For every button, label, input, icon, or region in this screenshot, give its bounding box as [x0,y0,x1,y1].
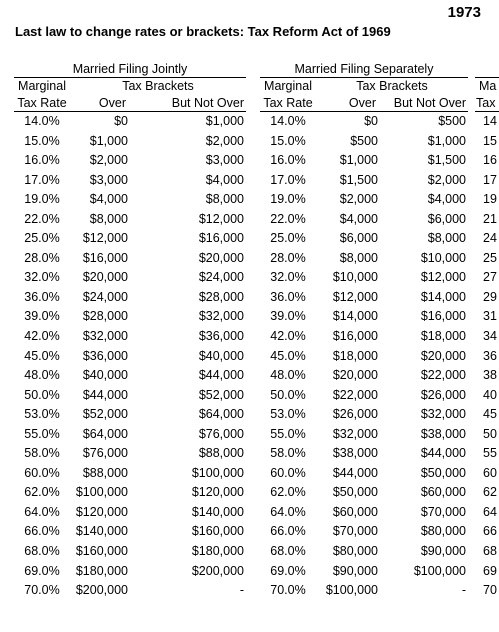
cell-but-not-over: $24,000 [198,270,244,285]
cell-rate: 32.0% [24,270,60,285]
cell-but-not-over: $180,000 [191,544,244,559]
table-row [260,444,468,464]
cell-but-not-over: $40,000 [198,348,244,363]
cell-rate: 48.0% [24,368,60,383]
cell-over: $52,000 [82,407,128,422]
cell-rate: 45.0% [270,348,306,363]
cell-over: $1,500 [339,172,378,187]
table-row [260,171,468,191]
cell-but-not-over: $120,000 [191,485,244,500]
cell-but-not-over: $52,000 [198,387,244,402]
table-row [475,190,499,210]
cell-rate: 64.0% [24,504,60,519]
cell-over: $500 [350,133,378,148]
table-row [260,210,468,230]
table-row [260,132,468,152]
cell-but-not-over: $1,000 [205,114,244,128]
cell-rate: 15.0% [24,133,60,148]
cell-rate: 14 [483,114,497,128]
cell-rate: 22.0% [24,211,60,226]
cell-but-not-over: $140,000 [191,504,244,519]
rows [475,112,499,601]
table-row [14,425,246,445]
cell-but-not-over: $28,000 [198,289,244,304]
cell-over: $38,000 [332,446,378,461]
cell-rate: 19 [483,192,497,207]
cell-but-not-over: $16,000 [420,309,466,324]
cell-but-not-over: $26,000 [420,387,466,402]
table-row [260,288,468,308]
cell-but-not-over: $1,000 [427,133,466,148]
header-tax-brackets: Tax Brackets [122,79,194,93]
table-row [260,268,468,288]
cell-rate: 16.0% [24,153,60,168]
cell-but-not-over: $160,000 [191,524,244,539]
header-marginal: Marginal [264,79,312,93]
header-but-not-over: But Not Over [393,96,466,110]
cell-rate: 68 [483,544,497,559]
cell-rate: 45 [483,407,497,422]
cell-rate: 42.0% [24,329,60,344]
cell-rate: 16.0% [270,153,306,168]
cell-rate: 66.0% [24,524,60,539]
table-row [475,268,499,288]
cell-rate: 50.0% [24,387,60,402]
cell-but-not-over: $14,000 [420,289,466,304]
cell-rate: 25.0% [270,231,306,246]
cell-rate: 25 [483,250,497,265]
table-row [260,405,468,425]
table-row [14,386,246,406]
cell-rate: 24 [483,231,497,246]
table-row [475,210,499,230]
cell-rate: 25.0% [24,231,60,246]
table-row [475,288,499,308]
cell-over: $6,000 [339,231,378,246]
cell-but-not-over: $76,000 [198,426,244,441]
cell-but-not-over: $44,000 [198,368,244,383]
table-row [260,327,468,347]
cell-over: $160,000 [75,544,128,559]
cell-but-not-over: $22,000 [420,368,466,383]
cell-over: $16,000 [82,250,128,265]
cell-but-not-over: $16,000 [198,231,244,246]
cell-over: $180,000 [75,563,128,578]
cell-but-not-over: $38,000 [420,426,466,441]
table-row [475,503,499,523]
cell-over: $8,000 [339,250,378,265]
cell-but-not-over: $12,000 [420,270,466,285]
cell-over: $4,000 [339,211,378,226]
cell-but-not-over: $2,000 [427,172,466,187]
cell-over: $4,000 [89,192,128,207]
table-row [14,444,246,464]
table-row [475,151,499,171]
cell-rate: 15.0% [270,133,306,148]
table-row [14,229,246,249]
cell-rate: 15 [483,133,497,148]
table-row [475,327,499,347]
table-row [14,190,246,210]
table-row [14,268,246,288]
table-row [14,522,246,542]
cell-over: $200,000 [75,583,128,598]
header-tax-rate: Tax Rate [17,96,67,110]
table-row [14,327,246,347]
cell-but-not-over: $100,000 [191,465,244,480]
table-row [260,249,468,269]
header-over: Over [348,96,376,110]
cell-but-not-over: $70,000 [420,504,466,519]
table-row [14,562,246,582]
cell-over: $20,000 [82,270,128,285]
cell-over: $32,000 [82,329,128,344]
table-row [260,522,468,542]
table-row [260,112,468,132]
cell-rate: 64 [483,504,497,519]
table-row [14,288,246,308]
cell-over: $36,000 [82,348,128,363]
cell-but-not-over: $20,000 [420,348,466,363]
cell-rate: 17.0% [24,172,60,187]
table-row [260,366,468,386]
cell-over: $32,000 [332,426,378,441]
cell-over: $12,000 [82,231,128,246]
cell-over: $12,000 [332,289,378,304]
cell-over: $64,000 [82,426,128,441]
table-row [260,425,468,445]
cell-but-not-over: $6,000 [427,211,466,226]
cell-rate: 53.0% [24,407,60,422]
table-row [14,151,246,171]
cell-rate: 38 [483,368,497,383]
cell-rate: 17 [483,172,497,187]
cell-rate: 68.0% [270,544,306,559]
cell-rate: 50 [483,426,497,441]
cell-rate: 55.0% [270,426,306,441]
cell-rate: 42.0% [270,329,306,344]
cell-rate: 21 [483,211,497,226]
table-row [260,581,468,601]
cell-over: $100,000 [75,485,128,500]
header-over: Over [98,96,126,110]
cell-but-not-over: $4,000 [205,172,244,187]
cell-rate: 27 [483,270,497,285]
cell-rate: 55.0% [24,426,60,441]
cell-over: $2,000 [339,192,378,207]
cell-over: $40,000 [82,368,128,383]
cell-rate: 36 [483,348,497,363]
cell-rate: 14.0% [270,114,306,128]
cell-over: $1,000 [89,133,128,148]
cell-over: $44,000 [82,387,128,402]
cell-but-not-over: $90,000 [420,544,466,559]
table-row [475,562,499,582]
cell-rate: 62.0% [24,485,60,500]
cell-rate: 70.0% [270,583,306,598]
table-row [14,307,246,327]
cell-rate: 55 [483,446,497,461]
table-row [475,522,499,542]
cell-rate: 53.0% [270,407,306,422]
cell-rate: 31 [483,309,497,324]
cell-rate: 50.0% [270,387,306,402]
header-but-not-over: But Not Over [171,96,244,110]
cell-over: $10,000 [332,270,378,285]
cell-rate: 70.0% [24,583,60,598]
cell-rate: 69.0% [270,563,306,578]
cell-but-not-over: $8,000 [427,231,466,246]
table-row [475,581,499,601]
cell-rate: 48.0% [270,368,306,383]
cell-rate: 62.0% [270,485,306,500]
cell-over: $3,000 [89,172,128,187]
cell-over: $0 [114,114,128,128]
cell-but-not-over: - [239,583,244,598]
table-row [475,171,499,191]
table-row [260,542,468,562]
table-row [475,425,499,445]
table-row [475,366,499,386]
table-row [14,171,246,191]
table-row [475,483,499,503]
cell-over: $24,000 [82,289,128,304]
table-row [14,542,246,562]
clipped-header-tax-rate: Tax [476,96,496,110]
table-row [475,464,499,484]
cell-rate: 58.0% [24,446,60,461]
table-row [14,210,246,230]
cell-but-not-over: $18,000 [420,329,466,344]
cell-but-not-over: $32,000 [198,309,244,324]
cell-rate: 22.0% [270,211,306,226]
cell-rate: 66.0% [270,524,306,539]
cell-but-not-over: $500 [438,114,466,128]
cell-rate: 28.0% [270,250,306,265]
cell-rate: 16 [483,153,497,168]
cell-rate: 62 [483,485,497,500]
table-row [14,366,246,386]
table-row [14,483,246,503]
table-row [260,347,468,367]
cell-over: $26,000 [332,407,378,422]
cell-rate: 69 [483,563,497,578]
cell-over: $90,000 [332,563,378,578]
cell-rate: 64.0% [270,504,306,519]
rows [14,112,246,601]
table-row [14,112,246,132]
cell-but-not-over: $10,000 [420,250,466,265]
table-row [14,249,246,269]
cell-rate: 28.0% [24,250,60,265]
cell-but-not-over: $20,000 [198,250,244,265]
cell-over: $80,000 [332,544,378,559]
cell-over: $76,000 [82,446,128,461]
table-row [260,464,468,484]
table-row [260,229,468,249]
header-tax-rate: Tax Rate [263,96,313,110]
table-row [14,581,246,601]
table-row [260,483,468,503]
group-married-filing-separately [260,62,468,601]
cell-rate: 60 [483,465,497,480]
table-row [260,503,468,523]
table-row [475,307,499,327]
cell-rate: 68.0% [24,544,60,559]
cell-rate: 34 [483,329,497,344]
cell-over: $28,000 [82,309,128,324]
cell-over: $60,000 [332,504,378,519]
table-row [14,464,246,484]
cell-rate: 58.0% [270,446,306,461]
cell-but-not-over: $60,000 [420,485,466,500]
table-row [14,405,246,425]
cell-rate: 19.0% [270,192,306,207]
cell-rate: 60.0% [24,465,60,480]
cell-rate: 45.0% [24,348,60,363]
table-row [475,347,499,367]
table-row [260,151,468,171]
cell-over: $140,000 [75,524,128,539]
cell-rate: 60.0% [270,465,306,480]
cell-rate: 36.0% [270,289,306,304]
cell-rate: 17.0% [270,172,306,187]
cell-over: $70,000 [332,524,378,539]
cell-but-not-over: $32,000 [420,407,466,422]
cell-over: $44,000 [332,465,378,480]
cell-rate: 39.0% [270,309,306,324]
cell-rate: 29 [483,289,497,304]
cell-over: $1,000 [339,153,378,168]
cell-but-not-over: $4,000 [427,192,466,207]
cell-but-not-over: $36,000 [198,329,244,344]
cell-but-not-over: $200,000 [191,563,244,578]
cell-but-not-over: $64,000 [198,407,244,422]
cell-but-not-over: $12,000 [198,211,244,226]
cell-over: $8,000 [89,211,128,226]
table-row [475,542,499,562]
cell-over: $14,000 [332,309,378,324]
cell-but-not-over: - [461,583,466,598]
cell-over: $88,000 [82,465,128,480]
cell-over: $50,000 [332,485,378,500]
table-row [260,190,468,210]
clipped-header-marginal: Ma [479,79,497,93]
cell-but-not-over: $88,000 [198,446,244,461]
cell-rate: 19.0% [24,192,60,207]
cell-but-not-over: $1,500 [427,153,466,168]
cell-rate: 40 [483,387,497,402]
cell-rate: 66 [483,524,497,539]
cell-rate: 39.0% [24,309,60,324]
group-title: Married Filing Jointly [72,62,188,76]
table-row [475,386,499,406]
cell-rate: 36.0% [24,289,60,304]
cell-rate: 14.0% [24,114,60,128]
clipped-group [475,62,499,601]
cell-rate: 32.0% [270,270,306,285]
table-row [475,444,499,464]
cell-but-not-over: $80,000 [420,524,466,539]
cell-over: $2,000 [89,153,128,168]
cell-but-not-over: $50,000 [420,465,466,480]
header-marginal: Marginal [18,79,66,93]
table-row [260,562,468,582]
cell-over: $18,000 [332,348,378,363]
table-row [260,307,468,327]
header-tax-brackets: Tax Brackets [356,79,428,93]
cell-over: $20,000 [332,368,378,383]
cell-over: $120,000 [75,504,128,519]
rows [260,112,468,601]
table-row [475,112,499,132]
cell-but-not-over: $8,000 [205,192,244,207]
group-title: Married Filing Separately [294,62,434,76]
table-row [475,132,499,152]
cell-but-not-over: $3,000 [205,153,244,168]
table-row [260,386,468,406]
table-row [475,405,499,425]
group-married-filing-jointly [14,62,246,601]
table-row [14,503,246,523]
table-row [14,132,246,152]
cell-rate: 70 [483,583,497,598]
cell-but-not-over: $2,000 [205,133,244,148]
cell-over: $16,000 [332,329,378,344]
table-row [14,347,246,367]
table-row [475,249,499,269]
cell-over: $0 [364,114,378,128]
cell-rate: 69.0% [24,563,60,578]
year-label: 1973 [447,4,481,21]
cell-but-not-over: $100,000 [413,563,466,578]
cell-but-not-over: $44,000 [420,446,466,461]
cell-over: $100,000 [325,583,378,598]
cell-over: $22,000 [332,387,378,402]
table-row [475,229,499,249]
subtitle: Last law to change rates or brackets: Tax Reform Act of 1969 [15,24,391,39]
